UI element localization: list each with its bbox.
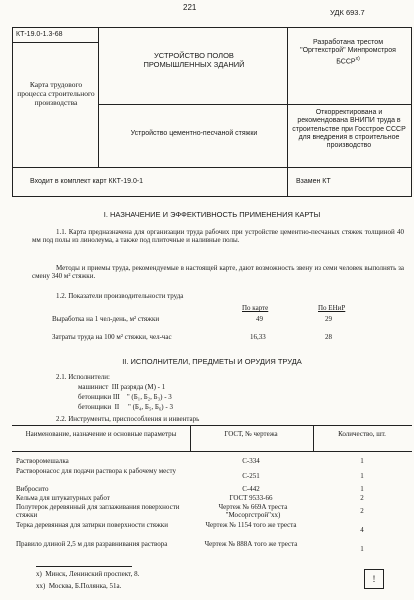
section1-paragraph-3: 1.2. Показатели производительности труда <box>56 292 184 300</box>
performer-item: бетонщики II " (Б₄, Б₅, Б₆) - 3 <box>78 403 173 411</box>
section1-title: I. НАЗНАЧЕНИЕ И ЭФФЕКТИВНОСТЬ ПРИМЕНЕНИЯ КАРТЫ <box>103 210 321 219</box>
column-header-card: По карте <box>242 304 269 312</box>
card-type: Карта трудового процесса строительного производства <box>17 80 95 107</box>
section1-paragraph-2: Методы и приемы труда, рекомендуемые в настоящей карте, дают возможность звену из семи человек выполнять за смену 340 м² стяжки. <box>32 264 404 281</box>
section1-paragraph-1: 1.1. Карта предназначена для организации труда рабочих при устройстве цементно-песчаных стяжек толщиной 40 мм под полы из линолеума, а также под плиточные и наливные полы. <box>32 228 404 245</box>
performer-item: бетонщики III " (Б₁, Б₂, Б₃) - 3 <box>78 393 172 401</box>
table-header-gost: ГОСТ, № чертежа <box>224 430 278 438</box>
section2-paragraph-1: 2.1. Исполнители: <box>56 373 110 381</box>
table-header-name: Наименование, назначение и основные параметры <box>25 430 177 438</box>
column-header-enir: По ЕНиР <box>318 304 346 312</box>
footnote-separator <box>36 566 132 567</box>
page-number: 221 <box>183 3 197 12</box>
section2-paragraph-2: 2.2. Инструменты, приспособления и инвентарь <box>56 415 200 423</box>
section2-title: II. ИСПОЛНИТЕЛИ, ПРЕДМЕТЫ И ОРУДИЯ ТРУДА <box>122 357 302 366</box>
approval-note: Откорректирована и рекомендована ВНИПИ труда в строительстве при Госстрое СССР для внедрения в строительное производство <box>292 109 406 149</box>
replaces-note: Взамен КТ <box>296 178 331 185</box>
footnote: x) Минск, Ленинский проспект, 8. <box>36 570 140 578</box>
footnote: xx) Москва, Б.Полянка, 51а. <box>36 582 122 590</box>
sub-title: Устройство цементно-песчаной стяжки <box>130 130 258 137</box>
document-page: 221 УДК 693.7 КТ-19.0-1.3-68 Карта трудового процесса строительного производства УСТРОЙСТВО ПОЛОВ ПРОМЫШЛЕННЫХ ЗДАНИЙ Устройство цементно-песчаной стяжки Разработана трестом "Оргтехстрой" Минпромстроя БССР$^{x)}$ Откорректирована и рекомендована ВНИПИ труда в строительстве при Госстрое СССР для внедрения в строительное производство Входит в комплект карт ККТ-19.0-1 Взамен КТ I. НАЗНАЧЕНИЕ И ЭФФЕКТИВНОСТЬ ПРИМЕНЕНИЯ КАРТЫ 1.1. Карта предназначена для организации труда рабочих при устройстве цементно-песчаных стяжек толщиной 40 мм под полы из линолеума, а также под плиточные и наливные полы. Методы и приемы труда, рекомендуемые в настоящей карте, дают возможность звену из семи человек выполнять за смену 340 м² стяжки. 1.2. Показатели производительности труда По карте По ЕНиР Выработка на 1 чел-день, м² стяжки 49 29 Затраты труда на 100 м² стяжки, чел-час 16,33 28 II. ИСПОЛНИТЕЛИ, ПРЕДМЕТЫ И ОРУДИЯ ТРУДА 2.1. Исполнители: машинист III разряда (М) - 1 бетонщики III " (Б₁, Б₂, Б₃) - 3 бетонщики II " (Б₄, Б₅, Б₆) - 3 2.2. Инструменты, приспособления и инвентарь Наименование, назначение и основные параметры ГОСТ, № чертежа Количество, шт. Растворомешалка С-334 1 Растворонасос для подачи раствора к рабочему месту С-251 1 Вибросито С-442 1 Кельма для штукатурных работ ГОСТ 9533-66 2 Полутерок деревянный для заглаживания поверхности стяжки Чертеж № 669А треста "Мосоргстрой"xx) 2 Терка деревянная для затирки поверхности стяжки Чертеж № 1154 того же треста 4 Правило длиной 2,5 м для разравнивания раствора Чертеж № 888А того же треста 1 x) Минск, Ленинский проспект, 8. xx) Москва, Б.Полянка, 51а. ! <box>0 0 414 600</box>
table-header-qty: Количество, шт. <box>338 430 386 438</box>
card-code: КТ-19.0-1.3-68 <box>16 31 63 38</box>
footnote-mark-x: x) <box>355 55 360 62</box>
udk-code: УДК 693.7 <box>330 8 365 17</box>
kit-membership: Входит в комплект карт ККТ-19.0-1 <box>30 178 144 185</box>
performer-item: машинист III разряда (М) - 1 <box>78 383 166 391</box>
main-title: УСТРОЙСТВО ПОЛОВ ПРОМЫШЛЕННЫХ ЗДАНИЙ <box>143 51 245 69</box>
developer-note: Разработана трестом "Оргтехстрой" Минпромстроя БССР$^{x)}$ <box>300 39 396 66</box>
corner-mark: ! <box>364 569 384 589</box>
